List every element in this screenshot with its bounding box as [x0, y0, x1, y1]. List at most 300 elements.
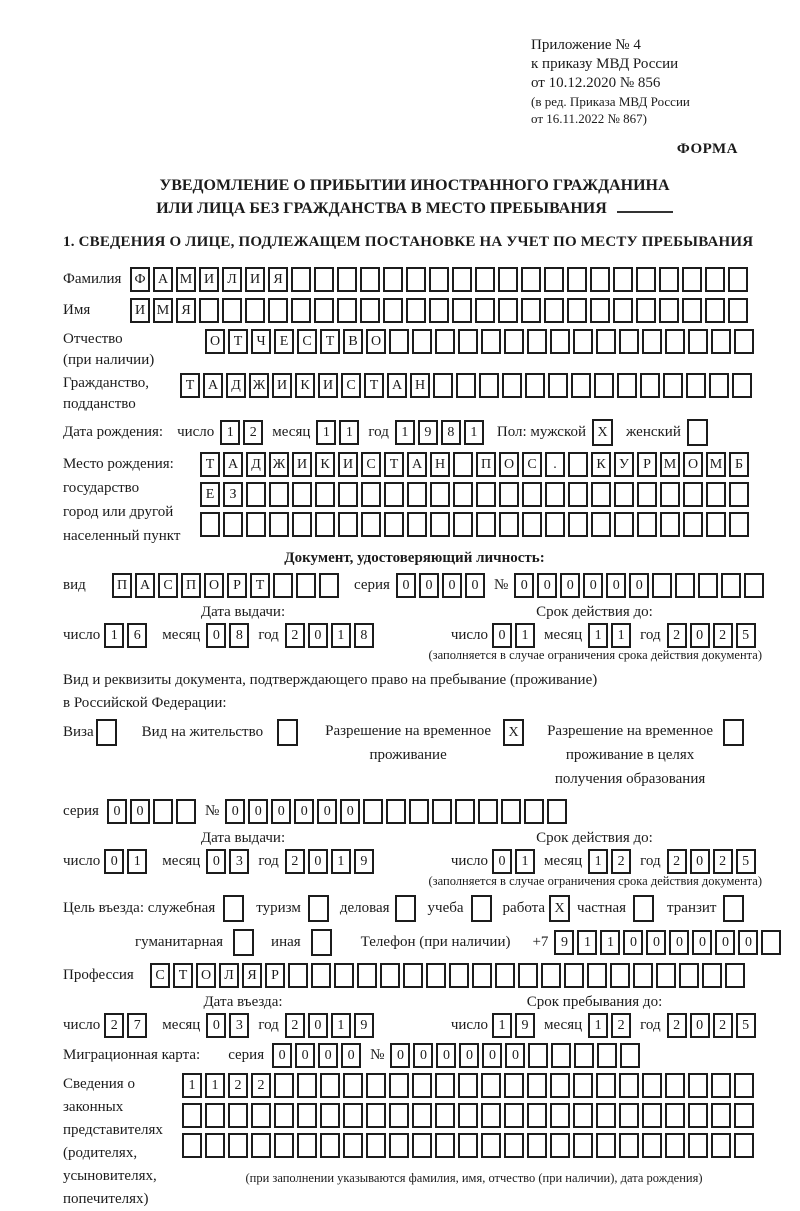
char-box [723, 719, 744, 746]
char-box [343, 1103, 363, 1128]
char-box [659, 267, 679, 292]
locality-label: населенный пункт [63, 528, 181, 544]
char-box [153, 799, 173, 824]
char-box [297, 1133, 317, 1158]
permit-date-sublabels [63, 830, 766, 847]
char-box: Я [176, 298, 196, 323]
char-box: К [295, 373, 315, 398]
char-box: М [660, 452, 680, 477]
char-box [610, 963, 630, 988]
char-box: Т [200, 452, 220, 477]
doc-series-field [396, 573, 488, 598]
char-box [343, 1073, 363, 1098]
char-box: 2 [285, 849, 305, 874]
char-box: 0 [396, 573, 416, 598]
char-box: 3 [229, 849, 249, 874]
char-box [475, 298, 495, 323]
char-box [688, 1133, 708, 1158]
char-box [550, 1133, 570, 1158]
char-box [596, 1103, 616, 1128]
doc-dates-row [63, 623, 766, 648]
char-box: И [130, 298, 150, 323]
purpose-other-checkbox [311, 929, 335, 956]
char-box [723, 895, 744, 922]
char-box [637, 482, 657, 507]
sex-male-label: Пол: мужской [496, 424, 587, 440]
requisite-subline: от 16.11.2022 № 867) [531, 111, 648, 126]
char-box [453, 512, 473, 537]
doc-series-label: серия [354, 577, 390, 593]
temp-edu-checkbox [723, 719, 747, 746]
char-box: С [341, 373, 361, 398]
char-box [311, 963, 331, 988]
char-box [386, 799, 406, 824]
char-box: 1 [220, 420, 240, 445]
char-box [568, 512, 588, 537]
char-box [660, 482, 680, 507]
char-box [544, 267, 564, 292]
char-box [433, 373, 453, 398]
char-box [366, 1103, 386, 1128]
permit-series-row [63, 799, 766, 824]
char-box [269, 482, 289, 507]
char-box: П [112, 573, 132, 598]
char-box: Л [222, 267, 242, 292]
char-box [522, 512, 542, 537]
char-box [360, 298, 380, 323]
char-box [499, 512, 519, 537]
char-box: 9 [354, 1013, 374, 1038]
char-box [223, 895, 244, 922]
char-box: 0 [271, 799, 291, 824]
char-box [479, 373, 499, 398]
char-box: . [545, 452, 565, 477]
char-box [273, 573, 293, 598]
char-box [389, 1133, 409, 1158]
char-box [205, 1103, 225, 1128]
char-box [395, 895, 416, 922]
doc-issue-year [285, 623, 377, 648]
char-box [430, 512, 450, 537]
purpose-private-checkbox [633, 895, 657, 922]
day-label: число [450, 1017, 489, 1033]
char-box: 0 [715, 930, 735, 955]
char-box [384, 512, 404, 537]
char-box: Е [200, 482, 220, 507]
char-box: 0 [308, 623, 328, 648]
char-box [274, 1073, 294, 1098]
stay-doc-line2: в Российской Федерации: [63, 695, 227, 711]
char-box: Т [320, 329, 340, 354]
purpose-business-checkbox [395, 895, 419, 922]
legal-reps-label [63, 1073, 182, 1211]
month-label: месяц [272, 424, 311, 440]
section1-title: 1. СВЕДЕНИЯ О ЛИЦЕ, ПОДЛЕЖАЩЕМ ПОСТАНОВКЕ НА УЧЕТ ПО МЕСТУ ПРЕБЫВАНИЯ [63, 234, 754, 250]
birth-place-fields [200, 452, 766, 542]
char-box: Т [228, 329, 248, 354]
doc-type-field [112, 573, 342, 598]
char-box [706, 512, 726, 537]
char-box [363, 799, 383, 824]
char-box: Т [173, 963, 193, 988]
name-row [63, 298, 766, 323]
char-box [475, 267, 495, 292]
char-box [269, 512, 289, 537]
char-box: И [292, 452, 312, 477]
char-box [640, 373, 660, 398]
char-box [550, 1103, 570, 1128]
phone-label: Телефон (при наличии) [360, 934, 511, 950]
char-box: 2 [713, 1013, 733, 1038]
char-box: Ф [130, 267, 150, 292]
char-box [361, 512, 381, 537]
char-box [734, 1133, 754, 1158]
char-box [544, 298, 564, 323]
char-box [245, 298, 265, 323]
char-box [665, 329, 685, 354]
char-box: 0 [308, 1013, 328, 1038]
char-box [315, 512, 335, 537]
requisite-line: Приложение № 4 [531, 37, 641, 53]
char-box [705, 267, 725, 292]
legal-reps-label-line: (родителях, [63, 1145, 138, 1161]
char-box: 0 [629, 573, 649, 598]
char-box: X [592, 419, 613, 446]
phone-prefix: +7 [532, 934, 549, 950]
char-box: 2 [285, 1013, 305, 1038]
purpose-tourism-checkbox [308, 895, 332, 922]
citizenship-label-line: Гражданство, [63, 375, 150, 391]
day-label: число [63, 627, 101, 643]
permit-dates-row [63, 849, 766, 874]
birth-place-label [63, 452, 200, 548]
name-label: Имя [63, 302, 91, 318]
stay-doc-type-row [63, 719, 766, 791]
migration-card-row [63, 1043, 766, 1068]
char-box [383, 298, 403, 323]
char-box [596, 1133, 616, 1158]
legal-reps-label-line: законных [63, 1099, 124, 1115]
char-box [429, 267, 449, 292]
legal-reps-label-line: представителях [63, 1122, 163, 1138]
char-box [314, 298, 334, 323]
char-box [711, 1133, 731, 1158]
purpose-extra-phone-row [63, 929, 766, 956]
char-box [205, 1133, 225, 1158]
visa-label: Виза [63, 724, 94, 740]
sex-female-label: женский [626, 424, 681, 440]
permit-series-field [107, 799, 199, 824]
birth-place-label-line: Место рождения: [63, 456, 174, 472]
char-box: О [205, 329, 225, 354]
char-box [334, 963, 354, 988]
char-box [734, 1103, 754, 1128]
char-box [384, 482, 404, 507]
char-box: 1 [182, 1073, 202, 1098]
char-box: 2 [611, 849, 631, 874]
char-box: Т [364, 373, 384, 398]
purpose-label: Цель въезда: служебная [63, 900, 216, 916]
char-box [683, 512, 703, 537]
char-box [683, 482, 703, 507]
char-box [568, 482, 588, 507]
patronymic-label [63, 329, 205, 371]
legal-reps-field-3 [182, 1133, 757, 1158]
char-box [663, 373, 683, 398]
stay-doc-paragraph [63, 669, 766, 715]
char-box: О [499, 452, 519, 477]
char-box [679, 963, 699, 988]
entry-dates-row [63, 1013, 766, 1038]
doc-expiry-note: (заполняется в случае ограничения срока действия документа) [428, 648, 762, 662]
char-box [389, 1073, 409, 1098]
legal-reps-label-line: усыновителях, [63, 1168, 157, 1184]
char-box [734, 1073, 754, 1098]
char-box [251, 1103, 271, 1128]
char-box [665, 1133, 685, 1158]
char-box [472, 963, 492, 988]
char-box: 9 [418, 420, 438, 445]
char-box: 1 [588, 1013, 608, 1038]
char-box: 2 [667, 849, 687, 874]
char-box: 1 [331, 1013, 351, 1038]
requisite-line: от 10.12.2020 № 856 [531, 75, 661, 91]
char-box [728, 298, 748, 323]
entry-date-sublabels [63, 994, 766, 1011]
char-box [504, 1133, 524, 1158]
char-box [435, 1133, 455, 1158]
char-box [702, 963, 722, 988]
permit-number-label: № [204, 803, 220, 819]
char-box [471, 895, 492, 922]
temp-residence-checkbox [503, 719, 527, 746]
char-box: 5 [736, 849, 756, 874]
surname-field [130, 267, 751, 292]
char-box [458, 329, 478, 354]
char-box: О [366, 329, 386, 354]
char-box [744, 573, 764, 598]
char-box [504, 1073, 524, 1098]
char-box: 0 [606, 573, 626, 598]
char-box [660, 512, 680, 537]
char-box [613, 298, 633, 323]
char-box [297, 1103, 317, 1128]
transit-label: транзит [667, 900, 717, 916]
char-box: 2 [104, 1013, 124, 1038]
char-box: 2 [251, 1073, 271, 1098]
purpose-work-checkbox [549, 895, 573, 922]
char-box [590, 267, 610, 292]
char-box: 0 [107, 799, 127, 824]
form-title-line2-wrap [63, 197, 766, 220]
requisite-subline: (в ред. Приказа МВД России [531, 94, 690, 109]
day-label: число [450, 853, 489, 869]
char-box: 2 [713, 623, 733, 648]
char-box [706, 482, 726, 507]
char-box [499, 482, 519, 507]
char-box: И [272, 373, 292, 398]
char-box [617, 373, 637, 398]
char-box: А [203, 373, 223, 398]
char-box: 1 [515, 849, 535, 874]
legal-reps-label-line: Сведения о [63, 1076, 135, 1092]
char-box [721, 573, 741, 598]
char-box [709, 373, 729, 398]
birth-place-block [63, 452, 766, 548]
char-box [458, 1073, 478, 1098]
char-box [619, 1133, 639, 1158]
char-box [320, 1073, 340, 1098]
temp-edu-label [547, 719, 713, 791]
char-box [199, 298, 219, 323]
char-box [308, 895, 329, 922]
char-box: 1 [611, 623, 631, 648]
char-box [449, 963, 469, 988]
char-box [547, 799, 567, 824]
char-box [527, 1073, 547, 1098]
char-box [659, 298, 679, 323]
permit-issue-year [285, 849, 377, 874]
char-box [430, 482, 450, 507]
char-box: 5 [736, 623, 756, 648]
month-label: месяц [162, 1017, 201, 1033]
char-box: И [199, 267, 219, 292]
form-title [63, 174, 766, 220]
temp-residence-line1: Разрешение на временное [325, 723, 492, 739]
char-box [652, 573, 672, 598]
birth-place-field-2 [200, 482, 752, 507]
char-box [619, 1073, 639, 1098]
permit-series-label: серия [63, 803, 99, 819]
char-box [458, 1103, 478, 1128]
permit-expiry-date-label: Срок действия до: [536, 830, 653, 846]
char-box [573, 1133, 593, 1158]
char-box [527, 1103, 547, 1128]
char-box [614, 512, 634, 537]
char-box [504, 329, 524, 354]
char-box: К [591, 452, 611, 477]
char-box [435, 1073, 455, 1098]
char-box [389, 329, 409, 354]
migcard-series-field [272, 1043, 364, 1068]
char-box [412, 1133, 432, 1158]
char-box [96, 719, 117, 746]
private-label: частная [577, 900, 627, 916]
char-box [564, 963, 584, 988]
patronymic-row [63, 329, 766, 371]
char-box [633, 895, 654, 922]
char-box [455, 799, 475, 824]
char-box: 2 [285, 623, 305, 648]
char-box: Б [729, 452, 749, 477]
char-box [291, 267, 311, 292]
humanitarian-label: гуманитарная [135, 934, 224, 950]
birth-day-field [220, 420, 266, 445]
char-box: И [338, 452, 358, 477]
char-box: С [297, 329, 317, 354]
char-box [435, 329, 455, 354]
legal-reps-label-line: попечителях) [63, 1191, 149, 1207]
char-box [389, 1103, 409, 1128]
char-box [274, 1103, 294, 1128]
char-box [548, 373, 568, 398]
char-box [407, 482, 427, 507]
char-box: 8 [441, 420, 461, 445]
char-box: Д [246, 452, 266, 477]
permit-number-field [225, 799, 570, 824]
char-box [705, 298, 725, 323]
char-box [452, 267, 472, 292]
char-box [246, 482, 266, 507]
char-box: 1 [588, 849, 608, 874]
char-box: 1 [577, 930, 597, 955]
char-box: 0 [419, 573, 439, 598]
state-label: государство [63, 480, 140, 496]
visa-checkbox [96, 719, 120, 746]
char-box: 9 [554, 930, 574, 955]
char-box [320, 1103, 340, 1128]
id-doc-row [63, 573, 766, 598]
char-box: 0 [318, 1043, 338, 1068]
char-box [292, 482, 312, 507]
char-box [412, 329, 432, 354]
char-box: 0 [482, 1043, 502, 1068]
char-box [366, 1073, 386, 1098]
year-label: год [258, 627, 279, 643]
char-box [619, 329, 639, 354]
char-box [524, 799, 544, 824]
char-box: С [522, 452, 542, 477]
temp-residence-line2: проживание [369, 747, 447, 763]
char-box: А [387, 373, 407, 398]
char-box: 0 [583, 573, 603, 598]
char-box: 1 [600, 930, 620, 955]
char-box: 0 [690, 1013, 710, 1038]
char-box [642, 329, 662, 354]
char-box: 0 [248, 799, 268, 824]
birth-place-field-3 [200, 512, 752, 537]
char-box [406, 267, 426, 292]
month-label: месяц [162, 627, 201, 643]
char-box: А [153, 267, 173, 292]
char-box: М [176, 267, 196, 292]
char-box [228, 1133, 248, 1158]
char-box: О [683, 452, 703, 477]
day-label: число [177, 424, 215, 440]
char-box [633, 963, 653, 988]
doc-expiry-date-label: Срок действия до: [536, 604, 653, 620]
sex-male-checkbox [592, 419, 616, 446]
temp-edu-line1: Разрешение на временное [547, 723, 714, 739]
char-box: 6 [127, 623, 147, 648]
char-box: 9 [515, 1013, 535, 1038]
char-box [521, 298, 541, 323]
char-box [501, 799, 521, 824]
char-box [698, 573, 718, 598]
char-box [274, 1133, 294, 1158]
sex-female-checkbox [687, 419, 711, 446]
char-box: Р [265, 963, 285, 988]
char-box [426, 963, 446, 988]
char-box [338, 512, 358, 537]
birth-place-field-1 [200, 452, 752, 477]
char-box [665, 1073, 685, 1098]
char-box: X [549, 895, 570, 922]
char-box [228, 1103, 248, 1128]
form-title-line1: УВЕДОМЛЕНИЕ О ПРИБЫТИИ ИНОСТРАННОГО ГРАЖДАНИНА [159, 177, 670, 194]
doc-date-sublabels [63, 604, 766, 621]
year-label: год [258, 853, 279, 869]
